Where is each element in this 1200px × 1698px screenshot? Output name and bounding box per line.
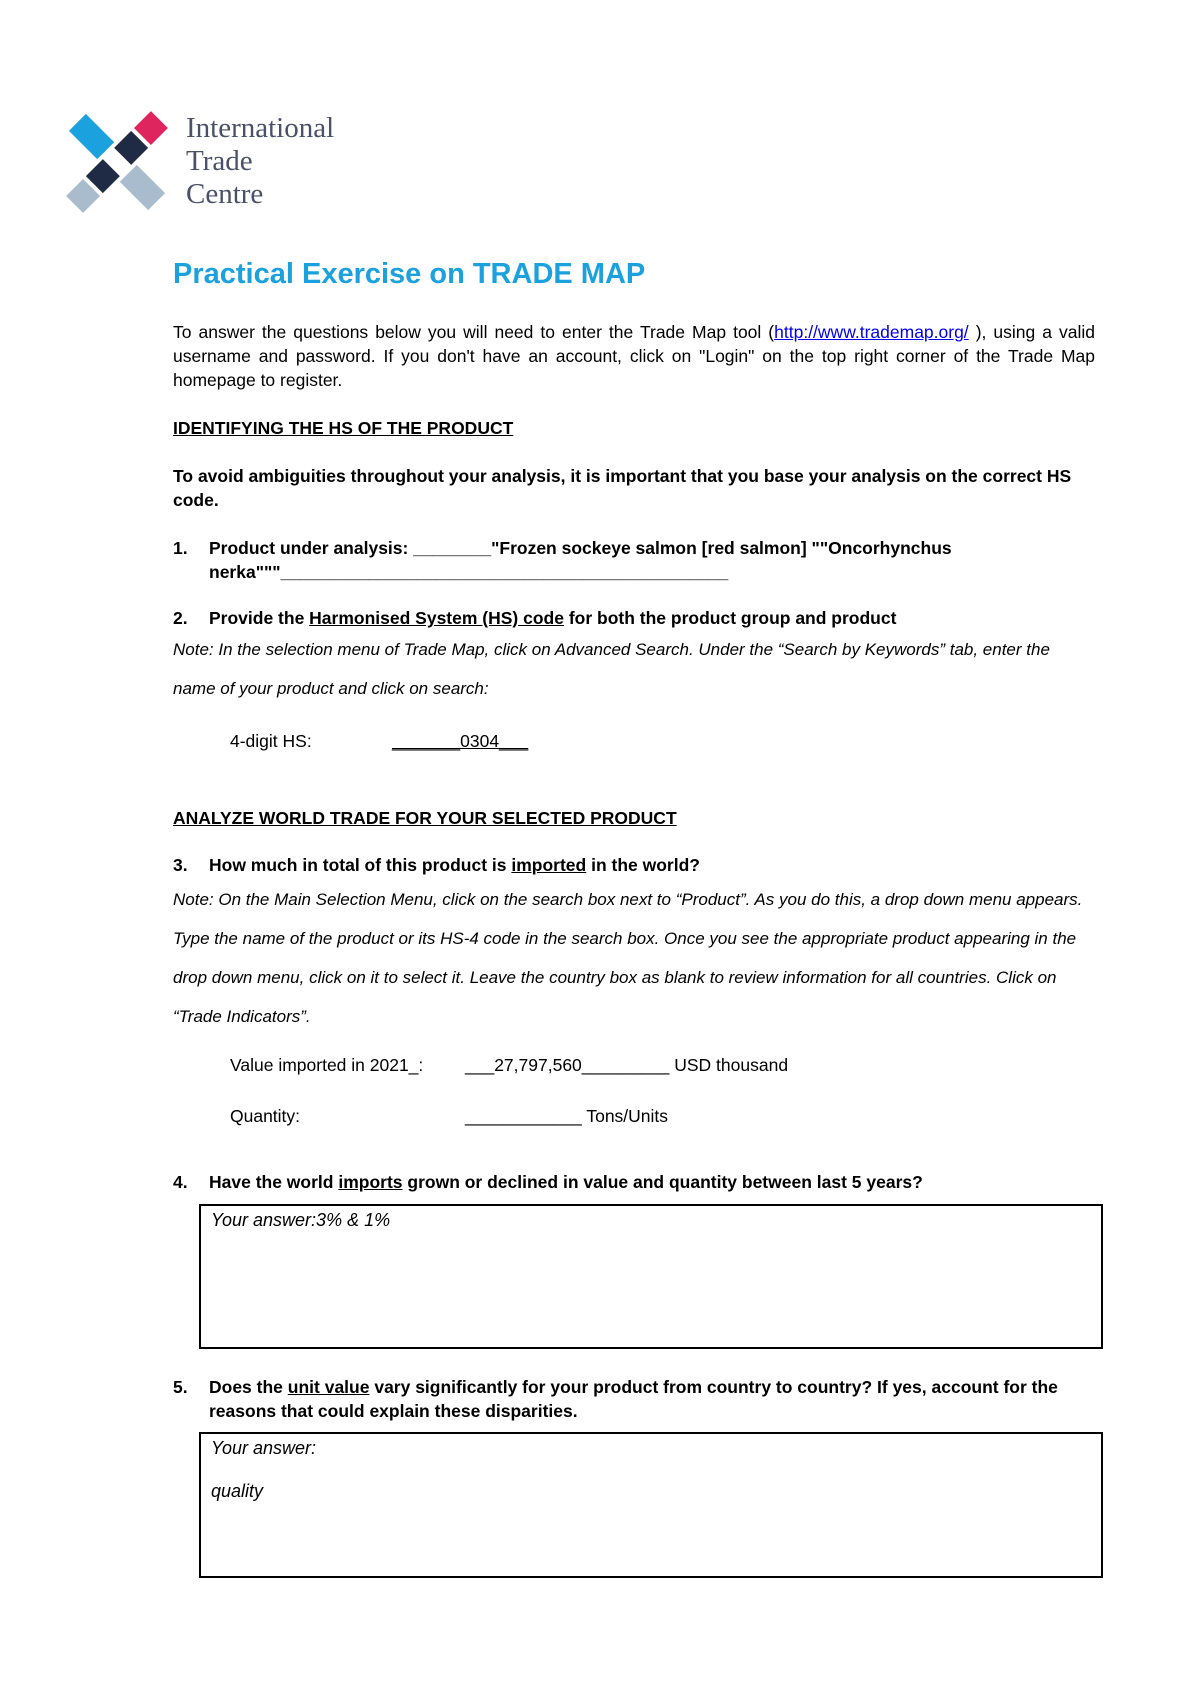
question-5-answer-box[interactable]	[199, 1432, 1103, 1578]
question-2-note: Note: In the selection menu of Trade Map, click on Advanced Search. Under the “Search by Keywords” tab, enter the name of your product and click on search:	[173, 640, 1050, 698]
question-2-text	[209, 606, 1095, 630]
logo-line-1: International	[186, 112, 335, 144]
itc-logo-wordmark	[186, 112, 334, 211]
question-5-answer: quality	[211, 1481, 264, 1501]
hs-4-digit-value: _______0304___	[392, 731, 529, 751]
section-heading-analyze-world-trade: ANALYZE WORLD TRADE FOR YOUR SELECTED PRODUCT	[173, 808, 677, 828]
question-1-text: Product under analysis: ________"Frozen sockeye salmon [red salmon] ""Oncorhynchus nerka"""______________________________________________	[209, 538, 952, 582]
question-4-text-after: grown or declined in value and quantity between last 5 years?	[402, 1172, 923, 1192]
question-3-note: Note: On the Main Selection Menu, click on the search box next to “Product”. As you do this, a drop down menu appears. Type the name of the product or its HS-4 code in the search box. Once you see the appropriate product appearing in the drop down menu, click on it to select it. Leave the country box as blank to review information for all countries. Click on “Trade Indicators”.	[173, 890, 1083, 1026]
question-2-text-underlined: Harmonised System (HS) code	[309, 608, 564, 628]
question-number: 4.	[173, 1172, 188, 1192]
question-3	[173, 853, 1095, 877]
intro-text-after: ), using a valid username and password. If you don't have an account, click on "Login" on the top right corner of the Trade Map homepage to register.	[173, 322, 1095, 390]
logo-line-3: Centre	[186, 178, 264, 210]
question-number: 3.	[173, 855, 188, 875]
trademap-link[interactable]: http://www.trademap.org/	[774, 322, 969, 342]
logo-line-2: Trade	[186, 145, 253, 177]
question-3-text-after: in the world?	[586, 855, 700, 875]
question-number: 1.	[173, 538, 188, 558]
question-3-text	[209, 853, 1095, 877]
page-title: Practical Exercise on TRADE MAP	[173, 258, 646, 290]
question-4-text-before: Have the world	[209, 1172, 339, 1192]
question-number: 5.	[173, 1377, 188, 1397]
question-4-answer: Your answer:3% & 1%	[211, 1210, 391, 1230]
question-3-text-underlined: imported	[511, 855, 587, 875]
intro-paragraph	[173, 320, 1095, 392]
quantity-answer: ____________ Tons/Units	[465, 1106, 669, 1126]
hs-4-digit-label: 4-digit HS:	[230, 731, 312, 751]
question-2-text-after: for both the product group and product	[563, 608, 897, 628]
question-3-text-before: How much in total of this product is	[209, 855, 512, 875]
value-imported-answer: ___27,797,560_________ USD thousand	[465, 1055, 789, 1075]
question-5-text-underlined: unit value	[287, 1377, 370, 1397]
question-5-answer-label: Your answer:	[211, 1438, 317, 1458]
section-heading-identifying-hs: IDENTIFYING THE HS OF THE PRODUCT	[173, 418, 514, 438]
value-imported-label: Value imported in 2021_:	[230, 1055, 424, 1075]
question-2-text-before: Provide the	[209, 608, 310, 628]
question-number: 2.	[173, 608, 188, 628]
quantity-label: Quantity:	[230, 1106, 301, 1126]
question-5-text-before: Does the	[209, 1377, 288, 1397]
intro-text-before: To answer the questions below you will need to enter the Trade Map tool (	[173, 322, 775, 342]
question-4-text-underlined: imports	[338, 1172, 403, 1192]
question-2	[173, 606, 1095, 630]
question-4	[173, 1170, 1095, 1194]
question-1	[173, 536, 1095, 584]
section1-instruction: To avoid ambiguities throughout your analysis, it is important that you base your analysis on the correct HS code.	[173, 466, 1072, 510]
question-5-text-after: vary significantly for your product from country to country? If yes, account for the reasons that could explain these disparities.	[209, 1377, 1058, 1421]
question-4-answer-box[interactable]	[199, 1204, 1103, 1349]
question-5-text	[209, 1375, 1095, 1423]
question-4-text	[209, 1170, 1095, 1194]
itc-logo	[58, 100, 378, 230]
question-5	[173, 1375, 1095, 1423]
itc-logo-mark-icon	[58, 100, 176, 225]
